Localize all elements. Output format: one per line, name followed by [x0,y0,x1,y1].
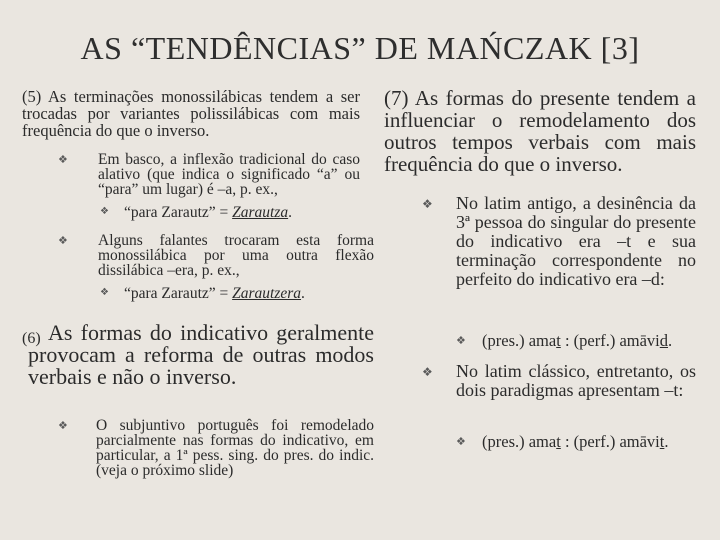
classical-latin-example [482,432,696,451]
diamond-bullet-icon: ❖ [100,206,109,217]
point-5: (5) As terminações monossilábicas tendem a ser trocadas por variantes polissilábicas com mais frequência do que o inverso. [22,87,360,140]
example-ending: t [556,331,561,350]
basque-bullet: Em basco, a inflexão tradicional do caso alativo (que indica o significado “a” ou “para” um lugar) é –a, p. ex., [98,151,360,198]
diamond-bullet-icon: ❖ [58,153,68,166]
diamond-bullet-icon: ❖ [422,197,433,211]
example-punct: . [664,432,669,451]
old-latin-example [482,331,696,350]
example-text: “para Zarautz” = [124,204,233,221]
point-7: (7) As formas do presente tendem a influenciar o remodelamento dos outros tempos verbais com mais frequência do que o inverso. [384,86,696,176]
diamond-bullet-icon: ❖ [58,234,68,247]
diamond-bullet-icon: ❖ [58,419,68,432]
example-word: Zarautza [232,204,289,221]
diamond-bullet-icon: ❖ [100,287,109,298]
example-punct: . [668,331,673,350]
classical-latin-bullet: No latim clássico, entretanto, os dois paradigmas apresentam –t: [456,361,696,400]
slide-title: AS “TENDÊNCIAS” DE MAŃCZAK [3] [80,30,640,66]
diamond-bullet-icon: ❖ [422,365,433,379]
basque-example [124,205,360,220]
example-punct: . [288,204,292,221]
example-text: “para Zarautz” = [124,285,233,302]
example-word: Zarautzera [232,285,302,302]
subjunctive-bullet: O subjuntivo português foi remodelado parcialmente nas formas do indicativo, em particular, a 1ª pess. sing. do pres. do indic. (veja o próximo slide) [96,417,374,479]
example-text: (pres.) ama [482,331,557,350]
example-ending: t [659,432,665,451]
example-text: : (perf.) amāvi [560,432,660,451]
diamond-bullet-icon: ❖ [456,334,466,347]
point-6: As formas do indicativo geralmente provocam a reforma de outras modos verbais e não o inverso. [28,320,374,389]
example-punct: . [301,285,305,302]
diamond-bullet-icon: ❖ [456,435,466,448]
example-text: : (perf.) amāvi [560,331,660,350]
old-latin-bullet: No latim antigo, a desinência da 3ª pessoa do singular do presente do indicativo era –t e sua terminação correspondente no perfeito do indicativo era –d: [456,193,696,289]
speakers-bullet: Alguns falantes trocaram esta forma monossilábica por uma outra flexão dissilábica –era, p. ex., [98,232,374,279]
point-6-number: (6) [22,330,41,347]
example-ending: t [556,432,561,451]
example-ending: d [659,331,669,350]
example-text: (pres.) ama [482,432,557,451]
speakers-example [124,286,360,301]
